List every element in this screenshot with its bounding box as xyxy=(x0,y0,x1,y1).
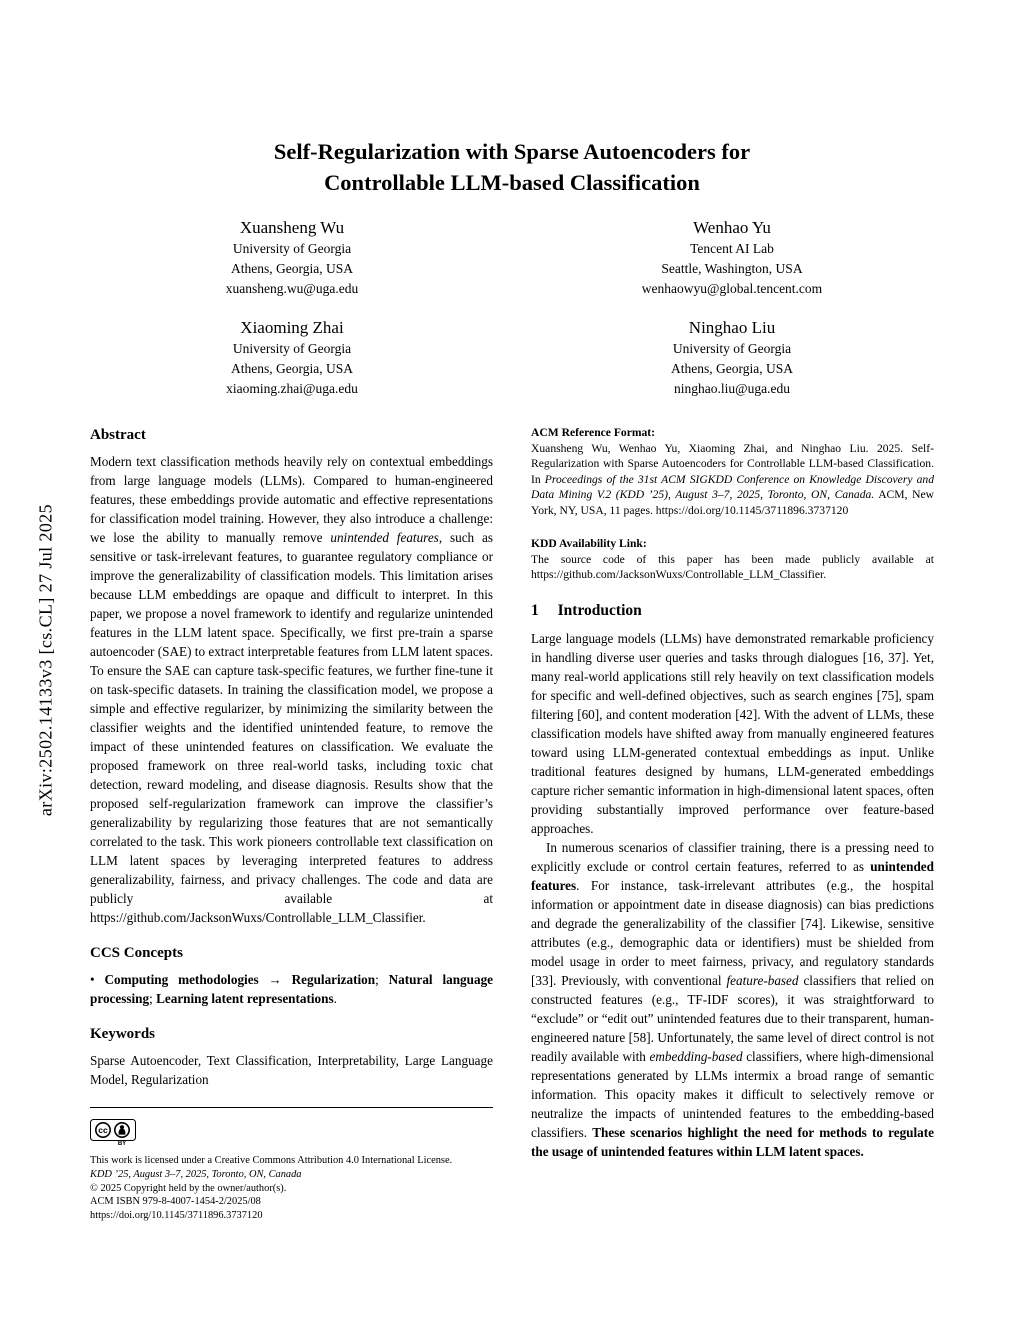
ccs-concept-4: Learning latent representations xyxy=(156,991,334,1006)
right-column xyxy=(531,425,934,1161)
abstract-heading: Abstract xyxy=(90,427,146,443)
intro-p2-run-4: classifiers, where high-dimensional representations generated by LLMs intermix a broad range of semantic information. This opacity makes it difficult to selectively remove or neutralize the impacts of unintended features to the embedding-based classifiers. xyxy=(531,1048,935,1140)
ccs-separator: ; xyxy=(375,972,389,987)
ccs-concepts-text xyxy=(90,970,493,1008)
acm-ref-run-1: Xuansheng Wu, Wenhao Yu, Xiaoming Zhai, and Ninghao Liu. 2025. Self-Regularization with Sparse Autoencoders for Controllable LLM-based Classification. In xyxy=(531,441,934,486)
intro-paragraph-2 xyxy=(531,838,934,1161)
acm-ref-doi-link[interactable]: https://doi.org/10.1145/3711896.3737120 xyxy=(655,503,849,517)
author-affiliation: University of Georgia xyxy=(672,341,792,356)
acm-ref-run-2: ACM, New York, NY, USA, 11 pages. xyxy=(531,488,934,517)
unintended-features-term: unintended features xyxy=(531,858,934,893)
author-email[interactable]: ninghao.liu@uga.edu xyxy=(674,381,790,396)
keywords-text: Sparse Autoencoder, Text Classification, Interpretability, Large Language Model, Regularization xyxy=(90,1053,493,1087)
author-email[interactable]: wenhaowyu@global.tencent.com xyxy=(641,281,823,296)
keywords-heading: Keywords xyxy=(90,1026,155,1042)
author-block-1 xyxy=(72,216,512,299)
svg-text:BY: BY xyxy=(117,1141,127,1145)
author-block-2 xyxy=(512,216,952,299)
license-block xyxy=(90,1117,493,1223)
ccs-concept-2: Regularization xyxy=(291,972,376,987)
paper-title-line2: Controllable LLM-based Classification xyxy=(324,170,700,195)
svg-text:cc: cc xyxy=(98,1125,108,1135)
embedding-based-term: embedding-based xyxy=(649,1048,743,1064)
ccs-separator: ; xyxy=(149,991,157,1006)
section-number: 1 xyxy=(531,601,539,619)
author-email[interactable]: xiaoming.zhai@uga.edu xyxy=(226,381,358,396)
author-name: Xiaoming Zhai xyxy=(240,318,344,337)
intro-p2-run-3: classifiers that relied on constructed features (e.g., TF-IDF scores), it was straightforward to “exclude” or “edit out” unintended features due to their transparent, human-engineered nature [58]. Unfortunately, the same level of direct control is not readily available with xyxy=(531,972,934,1064)
author-name: Wenhao Yu xyxy=(693,218,771,237)
author-location: Athens, Georgia, USA xyxy=(671,361,793,376)
license-statement: This work is licensed under a Creative Commons Attribution 4.0 International License. xyxy=(90,1155,453,1166)
cc-by-license-icon[interactable] xyxy=(90,1119,136,1150)
ccs-arrow: → xyxy=(258,972,292,987)
author-location: Athens, Georgia, USA xyxy=(231,361,353,376)
left-column xyxy=(90,425,493,1223)
author-location: Seattle, Washington, USA xyxy=(661,261,803,276)
section-1-heading xyxy=(531,601,934,621)
ccs-concept-1: Computing methodologies xyxy=(104,972,259,987)
availability-run: The source code of this paper has been made publicly available at xyxy=(531,552,934,566)
ccs-concept-3: Natural language processing xyxy=(90,972,494,1006)
conference-info: KDD ’25, August 3–7, 2025, Toronto, ON, Canada xyxy=(90,1168,302,1180)
author-affiliation: Tencent AI Lab xyxy=(690,241,774,256)
section-title: Introduction xyxy=(557,601,642,619)
availability-heading: KDD Availability Link: xyxy=(531,537,647,550)
abstract-italic-term: unintended features xyxy=(330,530,439,545)
acm-reference-text xyxy=(531,441,934,519)
ccs-bullet: • xyxy=(90,972,105,987)
acm-reference-heading: ACM Reference Format: xyxy=(531,426,656,439)
author-name: Xuansheng Wu xyxy=(239,218,345,237)
intro-p2-bold-conclusion: These scenarios highlight the need for methods to regulate the usage of unintended features within LLM latent spaces. xyxy=(531,1124,934,1159)
author-name: Ninghao Liu xyxy=(688,318,776,337)
author-block-4 xyxy=(512,316,952,399)
paper-title xyxy=(0,136,1024,198)
paper-title-line1: Self-Regularization with Sparse Autoencoders for xyxy=(273,139,751,164)
author-email[interactable]: xuansheng.wu@uga.edu xyxy=(225,281,359,296)
doi-link[interactable]: https://doi.org/10.1145/3711896.3737120 xyxy=(90,1210,263,1222)
author-affiliation: University of Georgia xyxy=(232,241,352,256)
intro-p2-run-1: In numerous scenarios of classifier training, there is a pressing need to explicitly exclude or control certain features, referred to as xyxy=(531,839,934,874)
copyright-line: © 2025 Copyright held by the owner/author(s). xyxy=(90,1182,287,1194)
author-location: Athens, Georgia, USA xyxy=(231,261,353,276)
availability-text xyxy=(531,552,934,583)
ccs-period: . xyxy=(333,991,337,1006)
code-repo-link[interactable]: https://github.com/JacksonWuxs/Controllable_LLM_Classifier. xyxy=(90,910,426,925)
author-grid xyxy=(72,216,952,399)
isbn-line: ACM ISBN 979-8-4007-1454-2/2025/08 xyxy=(90,1196,261,1208)
author-affiliation: University of Georgia xyxy=(232,341,352,356)
paper-body-columns xyxy=(90,425,934,1223)
intro-paragraph-1: Large language models (LLMs) have demonstrated remarkable proficiency in handling diverse user queries and tasks through dialogues [16, 37]. Yet, many real-world applications still rely heavily on text classification models for specific and well-defined objectives, such as search engines [75], spam filtering [60], and content moderation [42]. With the advent of LLMs, these classification models have shifted away from manually engineered features toward using LLM-generated contextual embeddings as input. Unlike traditional features designed by humans, LLM-generated embeddings capture richer semantic information in high-dimensional latent spaces, often providing substantially improved performance over feature-based approaches. xyxy=(531,630,934,836)
intro-p2-run-2: . For instance, task-irrelevant attributes (e.g., the hospital information or appointment date in disease diagnosis) can bias predictions and degrade the generalizability of the classifier [74]. Likewise, sensitive attributes (e.g., demographic data or identifiers) must be shielded from model usage in order to meet fairness, privacy, and regulatory standards [33]. Previously, with conventional xyxy=(531,877,934,988)
paper-header xyxy=(0,0,1024,399)
feature-based-term: feature-based xyxy=(726,972,799,988)
availability-repo-link[interactable]: https://github.com/JacksonWuxs/Controllable_LLM_Classifier. xyxy=(531,568,827,581)
footnote-rule xyxy=(90,1107,493,1108)
arxiv-stamp: arXiv:2502.14133v3 [cs.CL] 27 Jul 2025 xyxy=(35,503,56,817)
author-block-3 xyxy=(72,316,512,399)
acm-ref-venue: Proceedings of the 31st ACM SIGKDD Conference on Knowledge Discovery and Data Mining V.2 (KDD ’25), August 3–7, 2025, Toronto, ON, Canada. xyxy=(531,472,934,501)
abstract-run-1: Modern text classification methods heavily rely on contextual embeddings from large language models (LLMs). Compared to human-engineered features, these embeddings provide automatic and effective representations for classification model training. However, they also introduce a challenge: we lose the ability to manually remove xyxy=(90,454,493,545)
abstract-text xyxy=(90,452,493,927)
ccs-heading: CCS Concepts xyxy=(90,945,183,961)
abstract-run-2: , such as sensitive or task-irrelevant features, to guarantee regulatory compliance or improve the generalizability of classification models. This limitation arises because LLM embeddings are opaque and difficult to interpret. In this paper, we propose a novel framework to identify and regularize unintended features in the LLM latent space. Specifically, we first pre-train a sparse autoencoder (SAE) to extract interpretable features from LLM latent spaces. To ensure the SAE can capture task-specific features, we further fine-tune it on task-specific datasets. In training the classification model, we propose a simple and effective regularizer, by minimizing the similarity between the classifier weights and the identified unintended feature, to remove the impact of these unintended features on classification. We evaluate the proposed framework on three real-world tasks, including toxic chat detection, reward modeling, and disease diagnosis. Results show that the proposed self-regularization framework can improve the classifier’s generalizability by regularizing those features that are not semantically correlated to the task. This work pioneers controllable text classification on LLM latent spaces by leveraging interpreted features to address generalizability, fairness, and privacy challenges. The code and data are publicly available at xyxy=(90,530,493,906)
